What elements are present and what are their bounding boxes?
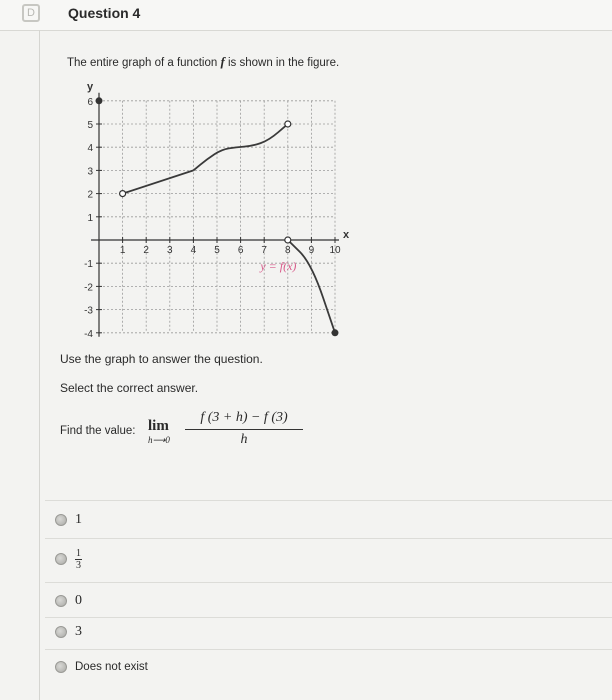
y-tick-label: 3: [87, 166, 93, 178]
y-tick-label: 1: [87, 212, 93, 224]
question-title: Question 4: [68, 5, 141, 21]
function-curve-segment: [123, 170, 194, 193]
x-tick-label: 9: [308, 245, 315, 256]
radio-button[interactable]: [55, 595, 67, 607]
isolated-point: [96, 97, 103, 104]
x-tick-label: 10: [329, 245, 341, 256]
document-icon: D: [22, 4, 40, 22]
option-divider: [45, 538, 612, 539]
option-label: 0: [75, 593, 82, 608]
option-one-third[interactable]: [55, 544, 82, 574]
fraction-numerator: f (3 + h) − f (3): [185, 410, 303, 430]
x-tick-label: 6: [237, 245, 244, 256]
option-divider: [45, 617, 612, 618]
option-label: Does not exist: [75, 661, 148, 673]
prompt-text-after: is shown in the figure.: [228, 57, 340, 69]
radio-button[interactable]: [55, 661, 67, 673]
question-header: [0, 0, 612, 31]
option-does-not-exist[interactable]: [55, 655, 148, 679]
option-fraction: [75, 548, 82, 571]
y-tick-label: 2: [87, 189, 93, 201]
y-tick-label: -4: [84, 328, 93, 340]
option-3[interactable]: [55, 620, 82, 644]
left-divider: [39, 30, 40, 700]
y-tick-label: 6: [87, 96, 93, 108]
lim-subscript: h⟶0: [148, 435, 170, 445]
find-value-label: Find the value:: [60, 425, 136, 437]
option-divider: [45, 582, 612, 583]
option-label: 3: [75, 624, 82, 639]
curve-label: y = f(x): [260, 259, 297, 274]
y-tick-label: -2: [84, 282, 93, 294]
option-0[interactable]: [55, 589, 82, 613]
x-tick-label: 2: [143, 245, 149, 256]
function-name: f: [220, 54, 225, 69]
fraction-numerator: 1: [76, 547, 81, 559]
x-tick-label: 3: [167, 245, 173, 256]
option-label: 1: [75, 512, 82, 527]
instruction-use-graph: Use the graph to answer the question.: [60, 352, 263, 366]
prompt-text-before: The entire graph of a function: [67, 57, 218, 69]
x-tick-label: 1: [119, 245, 126, 256]
y-tick-label: 5: [87, 120, 93, 131]
y-axis-label: y: [87, 81, 94, 93]
fraction-denominator: h: [240, 432, 248, 447]
x-tick-label: 8: [285, 245, 291, 256]
y-tick-label: -3: [84, 305, 93, 317]
x-tick-label: 7: [261, 245, 267, 256]
x-axis-label: x: [343, 229, 350, 241]
radio-button[interactable]: [55, 514, 67, 526]
lim-symbol: lim: [148, 418, 169, 434]
option-1[interactable]: [55, 508, 82, 532]
y-tick-label: 4: [87, 143, 93, 155]
fraction-denominator: 3: [76, 559, 81, 571]
y-tick-label: -1: [84, 259, 93, 271]
limit-expression: [148, 417, 170, 445]
radio-button[interactable]: [55, 553, 67, 565]
open-endpoint: [120, 191, 126, 197]
difference-quotient: [185, 410, 303, 448]
x-tick-label: 4: [190, 245, 197, 256]
open-endpoint: [285, 121, 291, 127]
open-endpoint: [285, 237, 291, 243]
x-tick-label: 5: [214, 245, 220, 256]
instruction-select: Select the correct answer.: [60, 381, 199, 395]
function-graph: [58, 76, 350, 340]
options-divider: [45, 500, 612, 501]
option-divider: [45, 649, 612, 650]
closed-endpoint: [332, 329, 339, 336]
question-prompt: [67, 54, 339, 70]
radio-button[interactable]: [55, 626, 67, 638]
